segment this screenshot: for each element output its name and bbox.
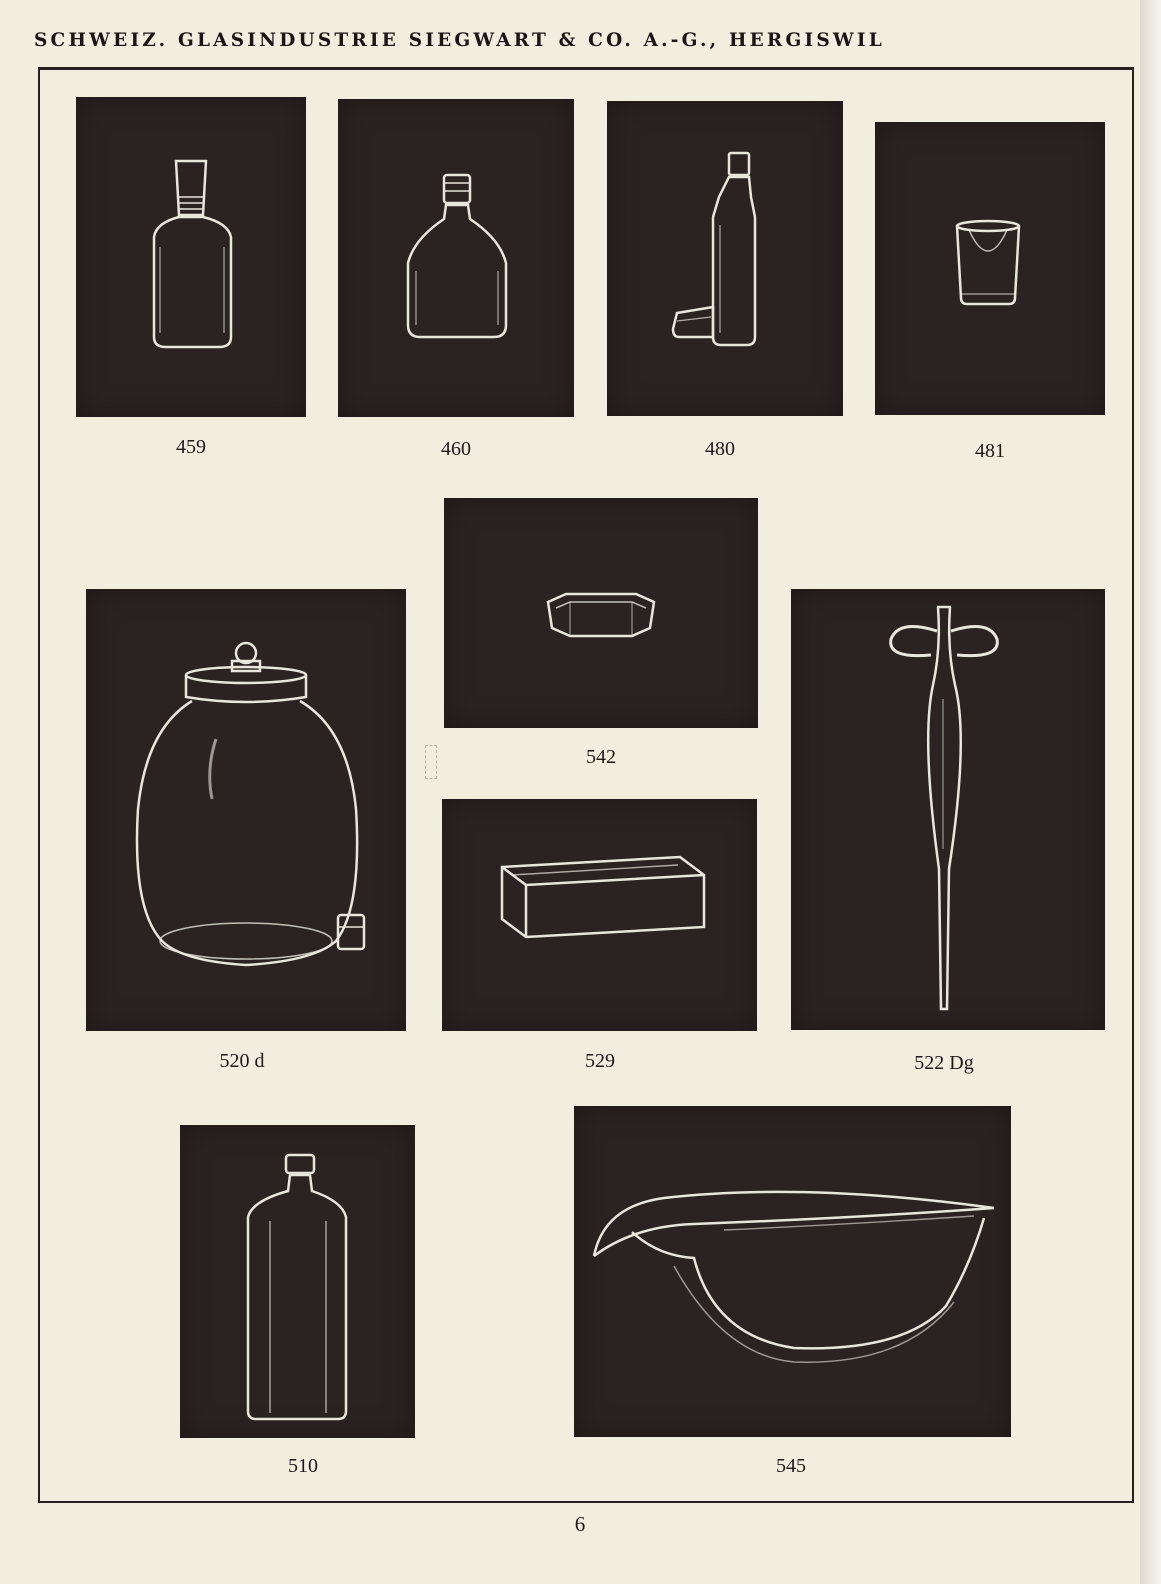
photo-460	[338, 99, 574, 417]
library-stamp	[425, 745, 437, 779]
photo-480	[607, 101, 843, 416]
item-number-545: 545	[776, 1455, 806, 1477]
page-number: 6	[574, 1512, 586, 1536]
item-number-460: 460	[441, 438, 471, 460]
bowl-icon	[574, 1106, 1011, 1437]
page-edge	[1140, 0, 1161, 1584]
jar-with-tap-icon	[86, 589, 406, 1031]
item-number-522dg: 522 Dg	[914, 1052, 974, 1074]
bottle-icon	[180, 1125, 415, 1438]
item-number-542: 542	[586, 746, 616, 768]
item-number-481: 481	[975, 440, 1005, 462]
item-number-510: 510	[288, 1455, 318, 1477]
photo-522dg	[791, 589, 1105, 1030]
photo-520d	[86, 589, 406, 1031]
photo-481	[875, 122, 1105, 415]
item-number-480: 480	[705, 438, 735, 460]
tray-icon	[442, 799, 757, 1031]
dish-icon	[444, 498, 758, 728]
photo-542	[444, 498, 758, 728]
item-number-529: 529	[585, 1050, 615, 1072]
item-number-459: 459	[176, 436, 206, 458]
bottle-icon	[76, 97, 306, 417]
photo-459	[76, 97, 306, 417]
photo-545	[574, 1106, 1011, 1437]
photo-529	[442, 799, 757, 1031]
photo-510	[180, 1125, 415, 1438]
page-header: SCHWEIZ. GLASINDUSTRIE SIEGWART & CO. A.-G., HERGISWIL	[34, 30, 885, 51]
vase-icon	[791, 589, 1105, 1030]
item-number-520d: 520 d	[219, 1050, 265, 1072]
bottle-with-cup-icon	[607, 101, 843, 416]
cup-icon	[875, 122, 1105, 415]
flask-icon	[338, 99, 574, 417]
